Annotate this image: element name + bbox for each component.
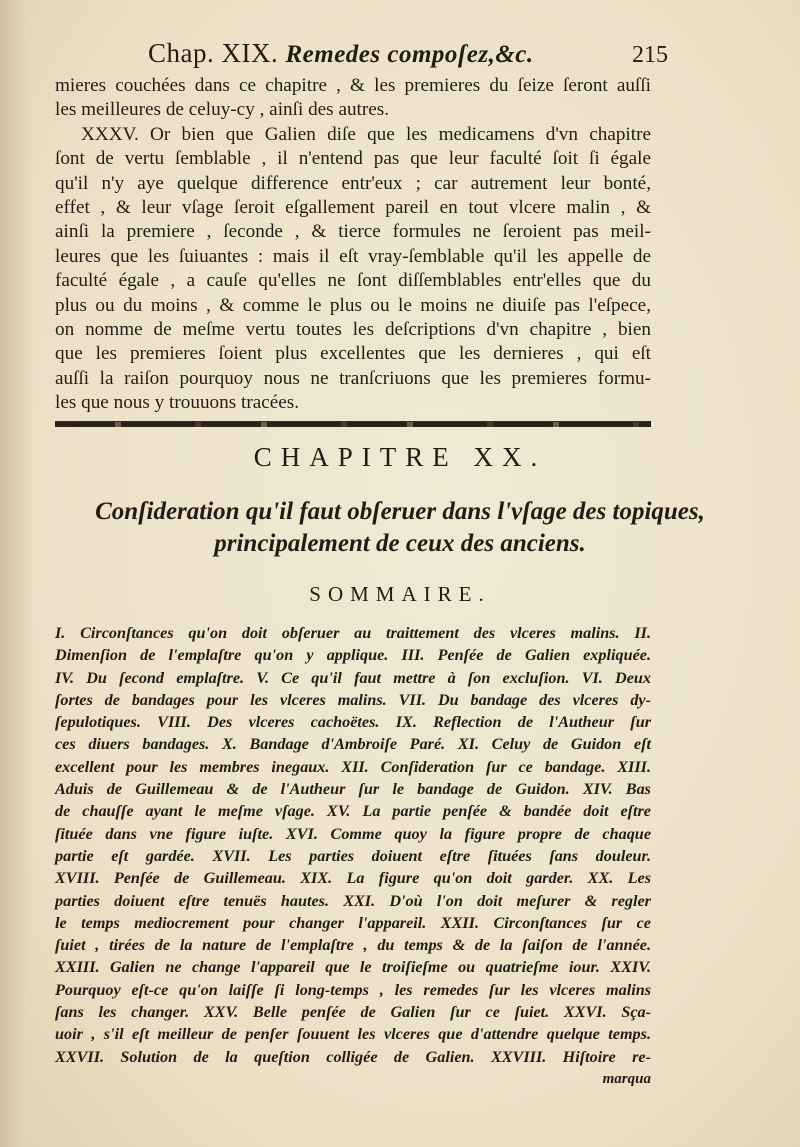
chapter-title: CHAPITRE XX. (253, 442, 547, 472)
text-line: ſont de vertu ſemblable , il n'entend pas que leur faculté ſoit ſi égale (55, 148, 651, 170)
chapter-summary (55, 622, 651, 1090)
chapter-xix-ending-text (55, 74, 651, 416)
text-line: faculté égale , a cauſe qu'elles ne ſont diſſemblables entr'elles que du (55, 270, 651, 292)
text-line: les que nous y trouuons tracées. (55, 392, 300, 414)
summary-line: ſepulotiques. VIII. Des vlceres cachoëtes. IX. Reflection de l'Autheur ſur (55, 713, 651, 732)
summary-line: excellent pour les membres inegaux. XII. Conſideration ſur ce bandage. XIII. (55, 757, 651, 776)
page-number: 215 (632, 42, 668, 68)
summary-line: ces diuers bandages. X. Bandage d'Ambroiſe Paré. XI. Celuy de Guidon eſt (55, 735, 651, 754)
summary-line: Pourquoy eſt-ce qu'on laiſſe ſi long-temps , les remedes ſur les vlceres malins (55, 980, 651, 999)
summary-line: uoir , s'il eſt meilleur de penſer ſouuent les vlceres que d'attendre quelque temps. (55, 1025, 651, 1044)
text-line: ainſi la premiere , ſeconde , & tierce formules ne ſeroient pas meil- (55, 221, 651, 243)
sommaire-heading: SOMMAIRE. (309, 582, 491, 606)
text-line: plus ou du moins , & comme le plus ou le moins ne diuiſe pas l'eſpece, (55, 294, 651, 316)
summary-line: de chauſſe ayant le meſme vſage. XV. La partie penſée & bandée doit eſtre (55, 802, 651, 821)
text-line: qu'il n'y aye quelque difference entr'eux ; car autrement leur bonté, (55, 172, 651, 194)
summary-line: ſortes de bandages pour les vlceres malins. VII. Du bandage des vlceres dy- (55, 690, 651, 709)
summary-line: IV. Du ſecond emplaſtre. V. Ce qu'il faut mettre à ſon excluſion. VI. Deux (55, 668, 651, 687)
text-line: leures que les ſuiuantes : mais il eſt vray-ſemblable qu'il les appelle de (55, 245, 651, 267)
running-head-chapter: Chap. XIX. (148, 38, 279, 68)
text-line: que les premieres ſoient plus excellentes que les dernieres , qui eſt (55, 343, 651, 365)
summary-line: le temps mediocrement pour changer l'appareil. XXII. Circonſtances ſur ce (55, 913, 651, 932)
text-line: effet , & leur vſage ſeroit eſgallement pareil en tout vlcere malin , & (55, 197, 651, 219)
chapter-subtitle-line-2: principalement de ceux des anciens. (214, 530, 586, 557)
chapter-subtitle-line-1: Conſideration qu'il faut obſeruer dans l'vſage des topiques, (95, 498, 705, 525)
summary-line: XXIII. Galien ne change l'appareil que le troiſieſme ou quatrieſme iour. XXIV. (55, 958, 651, 977)
text-line: on nomme de meſme vertu toutes les deſcriptions d'vn chapitre , bien (55, 319, 651, 341)
summary-line: Dimenſion de l'emplaſtre qu'on y applique. III. Penſée de Galien expliquée. (55, 646, 651, 665)
running-head-title: Remedes compoſez,&c. (285, 41, 534, 68)
text-line: XXXV. Or bien que Galien diſe que les medicamens d'vn chapitre (81, 123, 651, 145)
text-line: auſſi la raiſon pourquoy nous ne tranſcriuons que les premieres formu- (55, 367, 651, 389)
ornamental-rule (55, 421, 651, 427)
summary-line: ſuiet , tirées de la nature de l'emplaſtre , du temps & de la ſaiſon de l'année. (55, 936, 651, 955)
summary-line: XVIII. Penſée de Guillemeau. XIX. La figure qu'on doit garder. XX. Les (55, 869, 651, 888)
catchword: marqua (602, 1070, 651, 1087)
page-gutter-shadow (0, 0, 34, 1147)
summary-line: I. Circonſtances qu'on doit obſeruer au traittement des vlceres malins. II. (55, 624, 651, 642)
summary-line: ſans les changer. XXV. Belle penſée de Galien ſur ce ſuiet. XXVI. Sça- (55, 1003, 651, 1022)
summary-line: Aduis de Guillemeau & de l'Autheur ſur le bandage de Guidon. XIV. Bas (55, 780, 651, 799)
summary-line: partie eſt gardée. XVII. Les parties doiuent eſtre ſituées ſans douleur. (55, 846, 651, 865)
summary-line: ſituée dans vne figure iuſte. XVI. Comme quoy la figure propre de chaque (55, 824, 651, 843)
summary-line: parties doiuent eſtre tenuës hautes. XXI. D'où l'on doit meſurer & regler (55, 891, 651, 910)
running-head (148, 38, 534, 69)
text-line: les meilleures de celuy-cy , ainſi des autres. (55, 99, 390, 121)
page-header (148, 38, 668, 78)
text-line: mieres couchées dans ce chapitre , & les premieres du ſeize ſeront auſſi (55, 75, 651, 96)
summary-line: XXVII. Solution de la queſtion colligée de Galien. XXVIII. Hiſtoire re- (55, 1047, 651, 1066)
